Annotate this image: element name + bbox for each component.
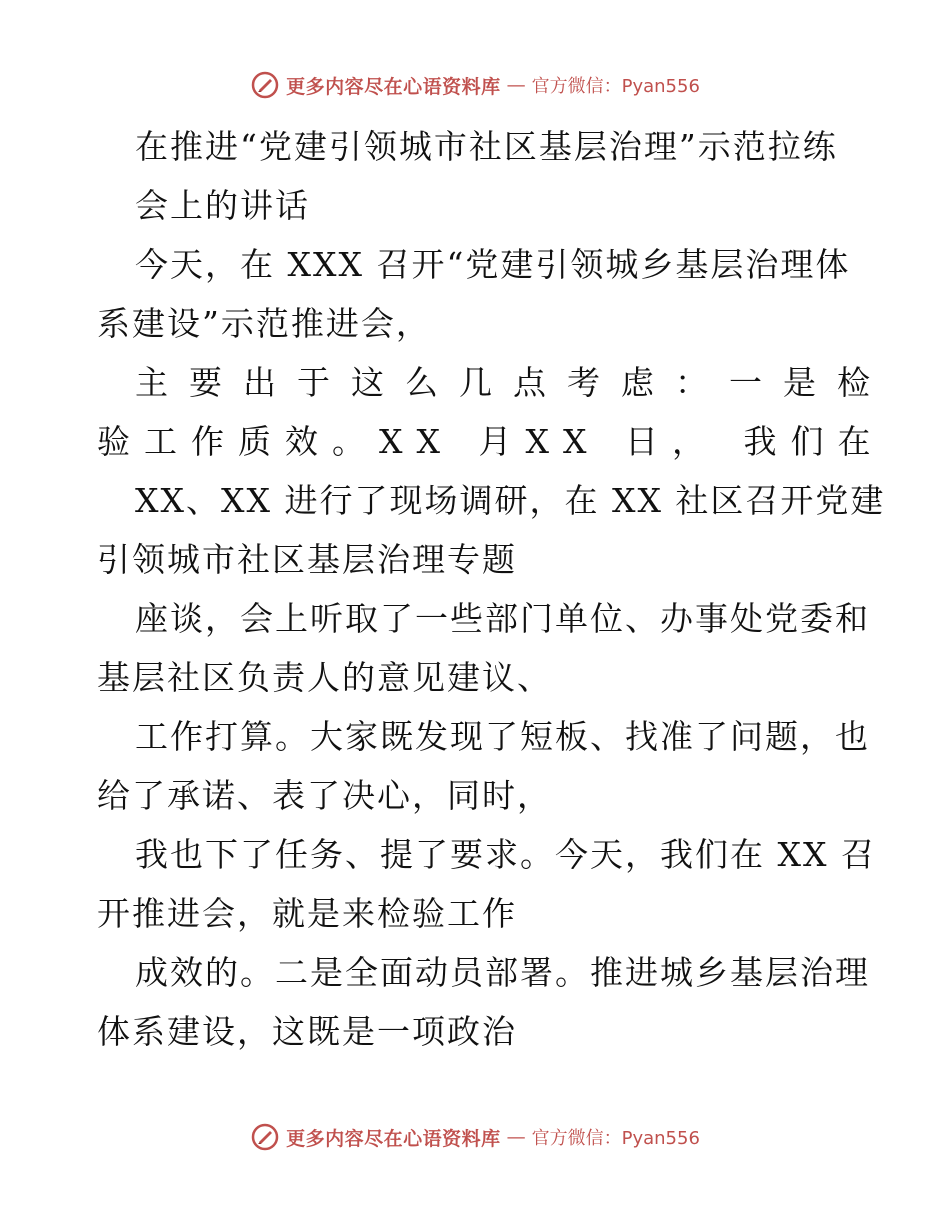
- banner-title: 更多内容尽在心语资料库: [286, 75, 501, 98]
- banner-wechat: 官方微信：Pyan556: [531, 1128, 700, 1149]
- text-line: 今天，在 XXX 召开“党建引领城乡基层治理体: [135, 245, 851, 284]
- text-line: 工作打算。大家既发现了短板、找准了问题，也: [135, 717, 870, 756]
- text-line: 会上的讲话: [135, 186, 310, 225]
- brand-logo-icon: [250, 70, 280, 100]
- banner-dash: —: [506, 74, 526, 96]
- text-line: 我也下了任务、提了要求。今天，我们在 XX 召: [135, 835, 876, 874]
- text-line: 在推进“党建引领城市社区基层治理”示范拉练: [135, 127, 838, 166]
- text-line: 开推进会，就是来检验工作: [97, 894, 517, 933]
- text-line: 基层社区负责人的意见建议、: [97, 658, 552, 697]
- text-line: 座谈，会上听取了一些部门单位、办事处党委和: [135, 599, 870, 638]
- banner-wechat: 官方微信：Pyan556: [531, 76, 700, 97]
- brand-logo-icon: [250, 1122, 280, 1152]
- text-line: XX、XX 进行了现场调研，在 XX 社区召开党建: [135, 481, 886, 520]
- header-banner: [0, 70, 950, 100]
- banner-title: 更多内容尽在心语资料库: [286, 1127, 501, 1150]
- text-line: 验工作质效。XX 月XX 日， 我们在: [97, 422, 885, 461]
- text-line: 体系建设，这既是一项政治: [97, 1012, 517, 1051]
- text-line: 引领城市社区基层治理专题: [97, 540, 517, 579]
- text-line: 主要出于这么几点考虑：一是检: [135, 363, 891, 402]
- text-line: 给了承诺、表了决心，同时，: [97, 776, 552, 815]
- banner-dash: —: [506, 1126, 526, 1148]
- footer-banner: [0, 1122, 950, 1152]
- text-line: 成效的。二是全面动员部署。推进城乡基层治理: [135, 953, 870, 992]
- text-line: 系建设”示范推进会，: [97, 304, 431, 343]
